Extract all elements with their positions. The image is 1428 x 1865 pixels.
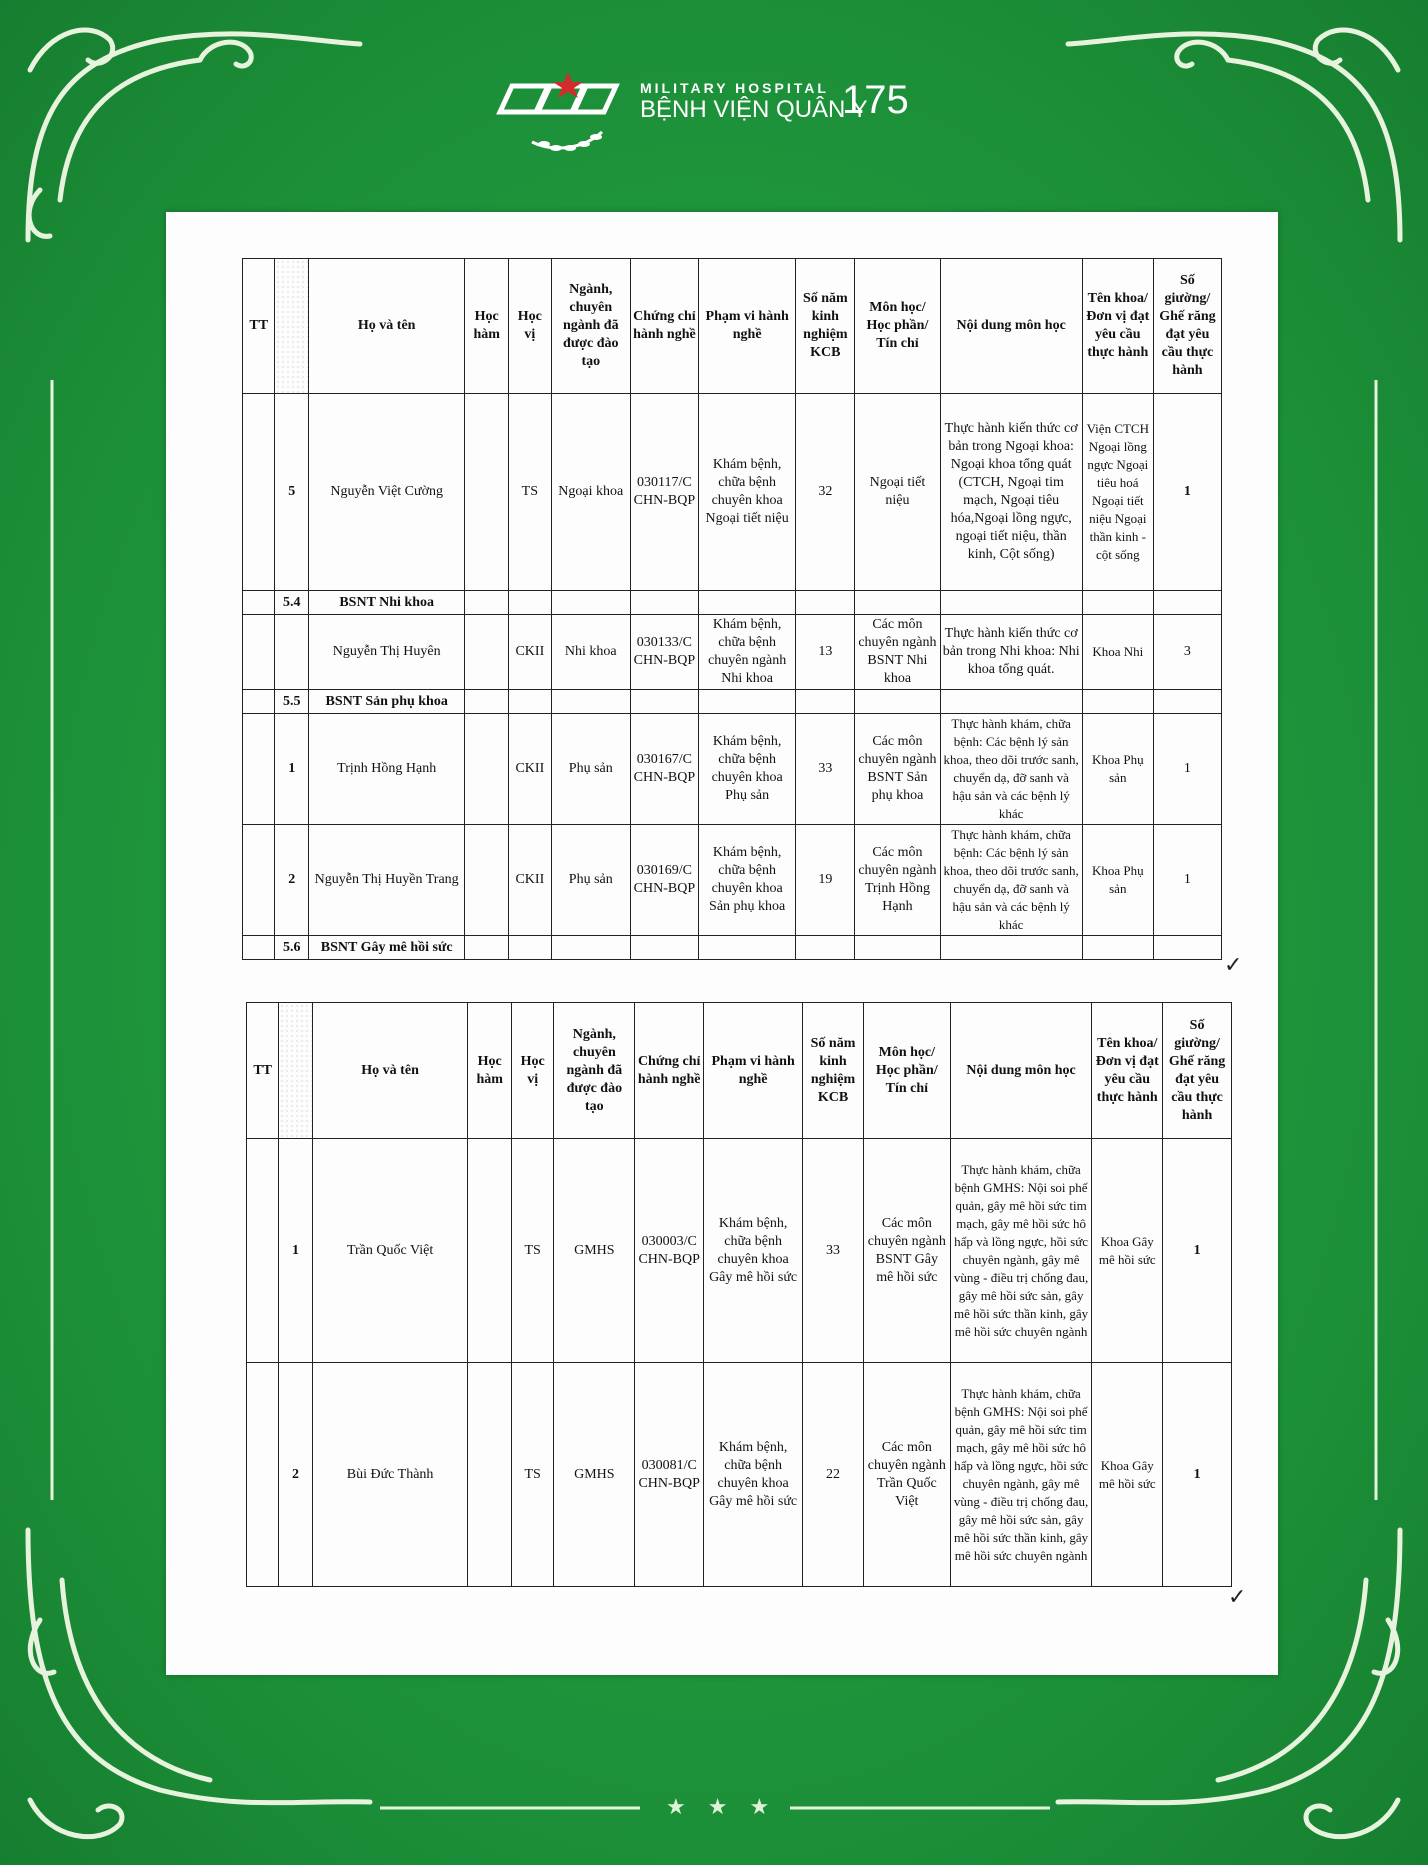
- cell-mon-hoc: Các môn chuyên ngành Trần Quốc Việt: [863, 1363, 950, 1587]
- header-name: Họ và tên: [312, 1003, 468, 1139]
- header-ten-khoa: Tên khoa/ Đơn vị đạt yêu cầu thực hành: [1082, 259, 1153, 394]
- cell-so-giuong: 1: [1163, 1139, 1232, 1363]
- cell-hoc-ham: [468, 1363, 511, 1587]
- cell-tt: [275, 615, 309, 690]
- table-row: [247, 1139, 1232, 1363]
- cell-chung-chi: 030003/C CHN-BQP: [635, 1139, 704, 1363]
- section-row: [243, 936, 1222, 960]
- brand-number: 175: [842, 78, 909, 122]
- table-row: [243, 615, 1222, 690]
- cell-so-nam: 13: [796, 615, 855, 690]
- cell-tt: 1: [275, 714, 309, 825]
- cell-name: Bùi Đức Thành: [312, 1363, 468, 1587]
- cell-ten-khoa: Khoa Phụ sản: [1082, 714, 1153, 825]
- cell-tt: 1: [279, 1139, 312, 1363]
- staff-table-1: [242, 258, 1222, 960]
- cell-name: Trịnh Hồng Hạnh: [308, 714, 464, 825]
- cell-noi-dung: Thực hành khám, chữa bệnh: Các bệnh lý sản khoa, theo dõi trước sanh, chuyển dạ, đỡ sanh và hậu sản và các bệnh lý khác: [940, 714, 1082, 825]
- cell-hoc-vi: TS: [511, 1363, 553, 1587]
- header-hoc-ham: Học hàm: [468, 1003, 511, 1139]
- staff-table-2: [246, 1002, 1232, 1587]
- cell-so-nam: 32: [796, 394, 855, 591]
- cell-pham-vi: Khám bệnh, chữa bệnh chuyên khoa Ngoại tiết niệu: [698, 394, 795, 591]
- section-row: [243, 690, 1222, 714]
- cell-blank: [247, 1363, 279, 1587]
- cell-blank: [243, 591, 275, 615]
- header-nganh: Ngành, chuyên ngành đã được đào tạo: [554, 1003, 635, 1139]
- section-code: 5.5: [275, 690, 309, 714]
- section-code: 5.6: [275, 936, 309, 960]
- cell-so-giuong: 1: [1163, 1363, 1232, 1587]
- check-mark-icon: ✓: [1224, 952, 1243, 977]
- cell-mon-hoc: Các môn chuyên ngành BSNT Nhi khoa: [855, 615, 940, 690]
- header-name: Họ và tên: [308, 259, 464, 394]
- cell-pham-vi: Khám bệnh, chữa bệnh chuyên ngành Nhi khoa: [698, 615, 795, 690]
- table-row: [243, 394, 1222, 591]
- section-code: 5.4: [275, 591, 309, 615]
- cell-hoc-ham: [465, 714, 509, 825]
- section-title: BSNT Nhi khoa: [308, 591, 464, 615]
- header-mon-hoc: Môn học/ Học phần/ Tín chỉ: [863, 1003, 950, 1139]
- check-mark-icon: ✓: [1228, 1584, 1247, 1609]
- cell-ten-khoa: Viện CTCH Ngoại lồng ngực Ngoại tiêu hoá Ngoại tiết niệu Ngoại thần kinh - cột sống: [1082, 394, 1153, 591]
- cell-hoc-ham: [468, 1139, 511, 1363]
- cell-nganh: Phụ sản: [551, 825, 630, 936]
- cell-nganh: GMHS: [554, 1363, 635, 1587]
- cell-pham-vi: Khám bệnh, chữa bệnh chuyên khoa Phụ sản: [698, 714, 795, 825]
- table-row: [247, 1363, 1232, 1587]
- header-tt: TT: [243, 259, 275, 394]
- cell-chung-chi: 030169/C CHN-BQP: [630, 825, 698, 936]
- section-row: [243, 591, 1222, 615]
- header-so-giuong: Số giường/ Ghế răng đạt yêu cầu thực hành: [1163, 1003, 1232, 1139]
- cell-nganh: Ngoại khoa: [551, 394, 630, 591]
- header-mon-hoc: Môn học/ Học phần/ Tín chỉ: [855, 259, 940, 394]
- cell-noi-dung: Thực hành kiến thức cơ bản trong Nhi khoa: Nhi khoa tổng quát.: [940, 615, 1082, 690]
- cell-blank: [243, 615, 275, 690]
- cell-pham-vi: Khám bệnh, chữa bệnh chuyên khoa Gây mê hồi sức: [704, 1363, 803, 1587]
- cell-ten-khoa: Khoa Nhi: [1082, 615, 1153, 690]
- cell-noi-dung: Thực hành kiến thức cơ bản trong Ngoại khoa: Ngoại khoa tổng quát (CTCH, Ngoại tim mạch, Ngoại tiêu hóa,Ngoại lồng ngực, ngoại tiết niệu, thần kinh, Cột sống): [940, 394, 1082, 591]
- cell-chung-chi: 030167/C CHN-BQP: [630, 714, 698, 825]
- cell-name: Nguyễn Việt Cường: [308, 394, 464, 591]
- hospital-logo-icon: [492, 72, 622, 158]
- brand-name: BỆNH VIỆN QUÂN Y: [640, 96, 868, 123]
- cell-tt: 2: [275, 825, 309, 936]
- cell-so-nam: 33: [796, 714, 855, 825]
- cell-hoc-vi: CKII: [509, 714, 552, 825]
- cell-chung-chi: 030117/C CHN-BQP: [630, 394, 698, 591]
- header-row: [247, 1003, 1232, 1139]
- table-row: [243, 825, 1222, 936]
- header-so-nam: Số năm kinh nghiệm KCB: [796, 259, 855, 394]
- table-row: [243, 714, 1222, 825]
- cell-name: Nguyễn Thị Huyền Trang: [308, 825, 464, 936]
- cell-blank: [243, 936, 275, 960]
- header-ten-khoa: Tên khoa/ Đơn vị đạt yêu cầu thực hành: [1092, 1003, 1163, 1139]
- cell-tt: 5: [275, 394, 309, 591]
- brand-top-line: MILITARY HOSPITAL: [640, 80, 829, 96]
- cell-mon-hoc: Ngoại tiết niệu: [855, 394, 940, 591]
- cell-noi-dung: Thực hành khám, chữa bệnh GMHS: Nội soi phế quản, gây mê hồi sức tim mạch, gây mê hồi sức hô hấp và lồng ngực, hồi sức chuyên ngành, gây mê vùng - điều trị chống đau, gây mê hồi sức sản, gây mê hồi sức thần kinh, gây mê hồi sức chuyên ngành: [950, 1139, 1092, 1363]
- document-page: [166, 212, 1278, 1675]
- cell-pham-vi: Khám bệnh, chữa bệnh chuyên khoa Sản phụ khoa: [698, 825, 795, 936]
- header-tt: TT: [247, 1003, 279, 1139]
- cell-nganh: Nhi khoa: [551, 615, 630, 690]
- cell-hoc-ham: [465, 394, 509, 591]
- cell-blank: [243, 714, 275, 825]
- header-pham-vi: Phạm vi hành nghề: [704, 1003, 803, 1139]
- cell-so-nam: 19: [796, 825, 855, 936]
- cell-mon-hoc: Các môn chuyên ngành Trịnh Hồng Hạnh: [855, 825, 940, 936]
- cell-chung-chi: 030081/C CHN-BQP: [635, 1363, 704, 1587]
- cell-hoc-vi: TS: [511, 1139, 553, 1363]
- cell-ten-khoa: Khoa Phụ sản: [1082, 825, 1153, 936]
- header-so-giuong: Số giường/ Ghế răng đạt yêu cầu thực hành: [1153, 259, 1221, 394]
- cell-blank: [243, 690, 275, 714]
- cell-tt: 2: [279, 1363, 312, 1587]
- cell-ten-khoa: Khoa Gây mê hồi sức: [1092, 1139, 1163, 1363]
- header-pham-vi: Phạm vi hành nghề: [698, 259, 795, 394]
- header-noi-dung: Nội dung môn học: [950, 1003, 1092, 1139]
- cell-blank: [243, 825, 275, 936]
- decorative-stars-icon: ★★★: [666, 1794, 792, 1819]
- cell-blank: [243, 394, 275, 591]
- cell-name: Nguyễn Thị Huyên: [308, 615, 464, 690]
- cell-hoc-vi: CKII: [509, 615, 552, 690]
- cell-ten-khoa: Khoa Gây mê hồi sức: [1092, 1363, 1163, 1587]
- cell-nganh: Phụ sản: [551, 714, 630, 825]
- header-hoc-vi: Học vị: [511, 1003, 553, 1139]
- section-title: BSNT Gây mê hồi sức: [308, 936, 464, 960]
- cell-pham-vi: Khám bệnh, chữa bệnh chuyên khoa Gây mê hồi sức: [704, 1139, 803, 1363]
- cell-so-giuong: 1: [1153, 714, 1221, 825]
- header-nganh: Ngành, chuyên ngành đã được đào tạo: [551, 259, 630, 394]
- cell-so-nam: 33: [803, 1139, 864, 1363]
- cell-hoc-ham: [465, 825, 509, 936]
- cell-chung-chi: 030133/C CHN-BQP: [630, 615, 698, 690]
- cell-hoc-vi: CKII: [509, 825, 552, 936]
- cell-mon-hoc: Các môn chuyên ngành BSNT Sản phụ khoa: [855, 714, 940, 825]
- header-chung-chi: Chứng chỉ hành nghề: [635, 1003, 704, 1139]
- header-hoc-vi: Học vị: [509, 259, 552, 394]
- cell-noi-dung: Thực hành khám, chữa bệnh GMHS: Nội soi phế quản, gây mê hồi sức tim mạch, gây mê hồi sức hô hấp và lồng ngực, hồi sức chuyên ngành, gây mê vùng - điều trị chống đau, gây mê hồi sức sản, gây mê hồi sức thần kinh, gây mê hồi sức chuyên ngành: [950, 1363, 1092, 1587]
- header-blank: [279, 1003, 312, 1139]
- header-hoc-ham: Học hàm: [465, 259, 509, 394]
- header-blank: [275, 259, 309, 394]
- cell-mon-hoc: Các môn chuyên ngành BSNT Gây mê hồi sức: [863, 1139, 950, 1363]
- cell-name: Trần Quốc Việt: [312, 1139, 468, 1363]
- cell-so-giuong: 3: [1153, 615, 1221, 690]
- cell-so-nam: 22: [803, 1363, 864, 1587]
- header-noi-dung: Nội dung môn học: [940, 259, 1082, 394]
- cell-hoc-ham: [465, 615, 509, 690]
- cell-so-giuong: 1: [1153, 825, 1221, 936]
- header-so-nam: Số năm kinh nghiệm KCB: [803, 1003, 864, 1139]
- header-chung-chi: Chứng chỉ hành nghề: [630, 259, 698, 394]
- header-row: [243, 259, 1222, 394]
- cell-hoc-vi: TS: [509, 394, 552, 591]
- section-title: BSNT Sản phụ khoa: [308, 690, 464, 714]
- cell-noi-dung: Thực hành khám, chữa bệnh: Các bệnh lý sản khoa, theo dõi trước sanh, chuyển dạ, đỡ sanh và hậu sản và các bệnh lý khác: [940, 825, 1082, 936]
- cell-so-giuong: 1: [1153, 394, 1221, 591]
- cell-nganh: GMHS: [554, 1139, 635, 1363]
- cell-blank: [247, 1139, 279, 1363]
